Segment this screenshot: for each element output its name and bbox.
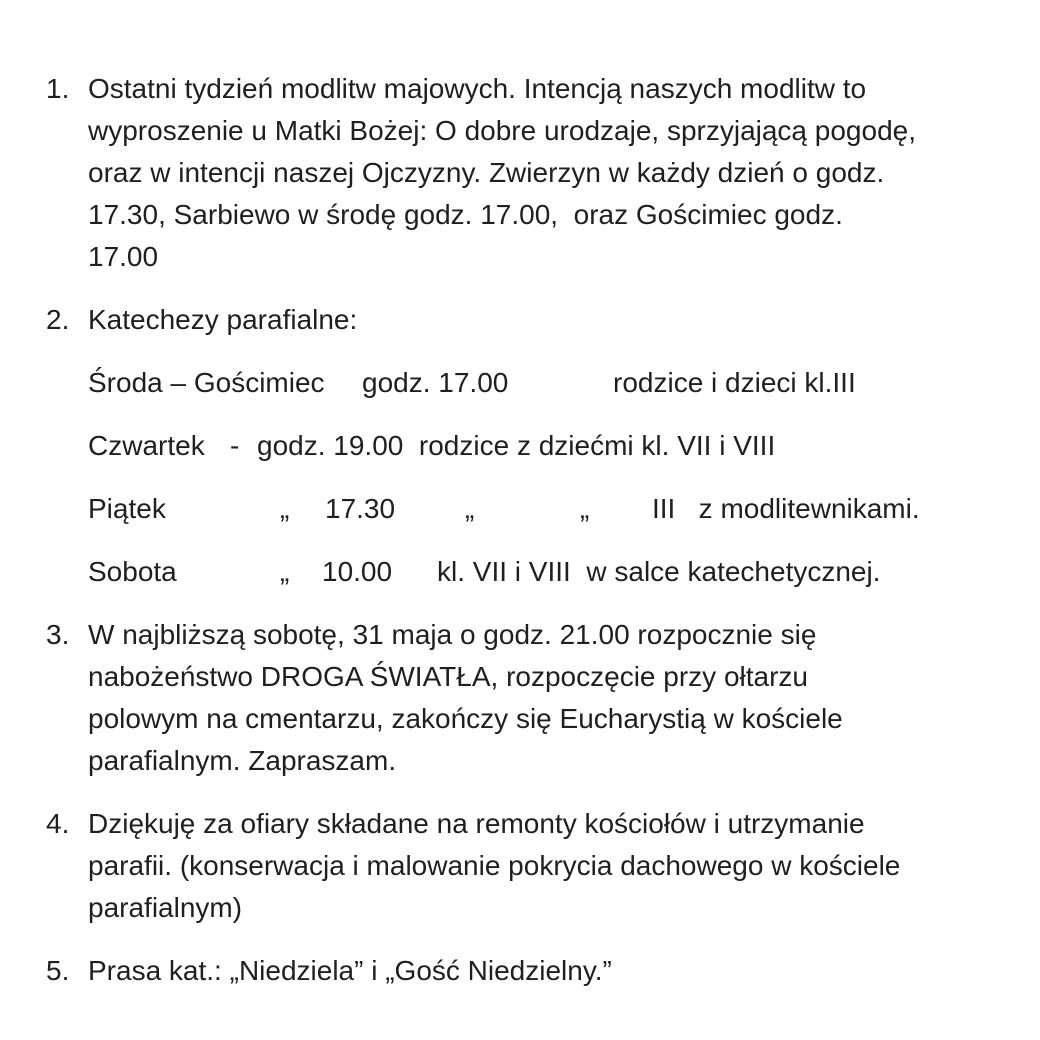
item-number: 3. (46, 619, 70, 650)
text-line: parafialnym. Zapraszam. (88, 745, 397, 776)
item-number: 5. (46, 955, 70, 986)
text-line: Katechezy parafialne: (88, 304, 358, 335)
schedule-cell: Środa – Gościmiec (88, 367, 325, 398)
schedule-cell: 10.00 (322, 556, 393, 587)
item-content (88, 950, 1000, 1013)
schedule-cell: „ (280, 493, 290, 524)
schedule-cell: Czwartek (88, 430, 205, 461)
schedule-cell: 17.30 (325, 493, 396, 524)
announcement-item-4 (46, 803, 1000, 950)
announcement-item-2 (46, 299, 1000, 614)
schedule-cell: kl. VII i VIII w salce katechetycznej. (437, 556, 881, 587)
text-line: nabożeństwo DROGA ŚWIATŁA, rozpoczęcie przy ołtarzu (88, 661, 808, 692)
text-line: 17.30, Sarbiewo w środę godz. 17.00, oraz Gościmiec godz. (88, 199, 843, 230)
announcement-item-1 (46, 68, 1000, 299)
paragraph (88, 68, 1000, 278)
schedule-cell: Piątek (88, 493, 166, 524)
text-line: Prasa kat.: „Niedziela” i „Gość Niedzielny.” (88, 955, 612, 986)
schedule-cell: „ (580, 493, 590, 524)
text-line: parafii. (konserwacja i malowanie pokrycia dachowego w kościele (88, 850, 901, 881)
announcement-item-3 (46, 614, 1000, 803)
schedule-cell: III z modlitewnikami. (652, 493, 920, 524)
item-number: 4. (46, 808, 70, 839)
item-number: 1. (46, 73, 70, 104)
schedule-row-sobota (88, 551, 1000, 593)
schedule-row-czwartek (88, 425, 1000, 467)
text-line: Ostatni tydzień modlitw majowych. Intencją naszych modlitw to (88, 73, 867, 104)
paragraph (88, 803, 1000, 929)
announcement-item-5 (46, 950, 1000, 1013)
paragraph (88, 614, 1000, 782)
text-line: Dziękuję za ofiary składane na remonty kościołów i utrzymanie (88, 808, 865, 839)
schedule-cell: rodzice i dzieci kl.III (613, 367, 856, 398)
paragraph (88, 950, 1000, 992)
schedule-cell: godz. 17.00 (362, 367, 509, 398)
paragraph (88, 299, 1000, 341)
item-number: 2. (46, 304, 70, 335)
schedule-cell: godz. 19.00 rodzice z dziećmi kl. VII i VIII (257, 430, 776, 461)
item-content (88, 68, 1000, 299)
schedule-row-piatek (88, 488, 1000, 530)
text-line: parafialnym) (88, 892, 243, 923)
text-line: W najbliższą sobotę, 31 maja o godz. 21.00 rozpocznie się (88, 619, 817, 650)
announcements-list (46, 68, 1000, 1013)
item-content (88, 803, 1000, 950)
text-line: oraz w intencji naszej Ojczyzny. Zwierzyn w każdy dzień o godz. (88, 157, 885, 188)
text-line: polowym na cmentarzu, zakończy się Eucharystią w kościele (88, 703, 843, 734)
schedule-cell: Sobota (88, 556, 177, 587)
schedule-cell: „ (465, 493, 475, 524)
schedule-cell: „ (280, 556, 290, 587)
schedule-cell: - (230, 430, 240, 461)
item-content (88, 299, 1000, 614)
text-line: wyproszenie u Matki Bożej: O dobre urodzaje, sprzyjającą pogodę, (88, 115, 916, 146)
text-line: 17.00 (88, 241, 159, 272)
schedule-row-sroda (88, 362, 1000, 404)
item-content (88, 614, 1000, 803)
